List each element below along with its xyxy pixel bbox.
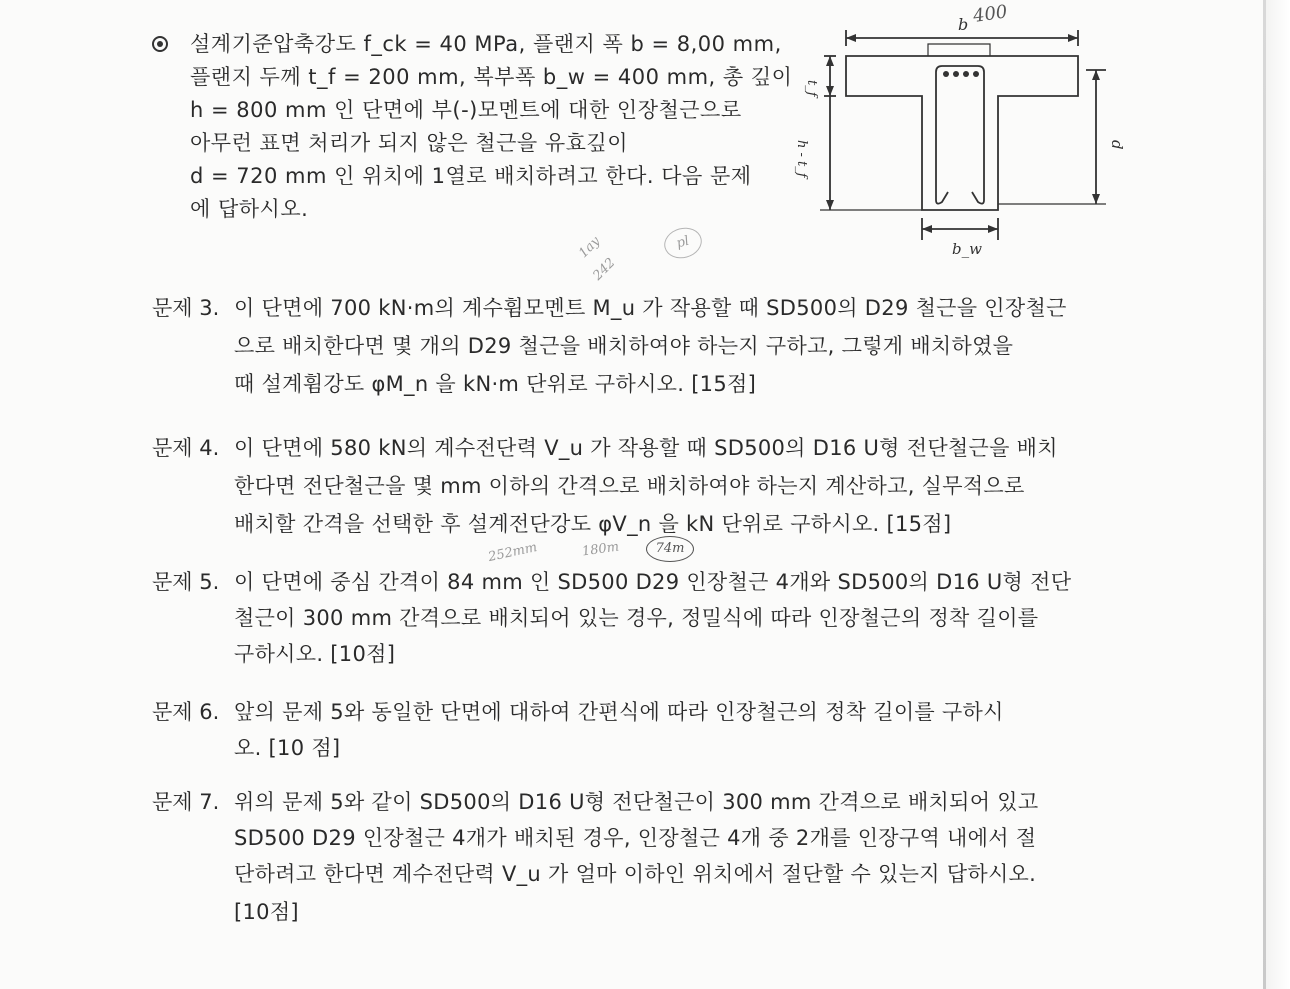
rebar-2 (953, 71, 959, 77)
problem-7-label: 문제 7. (152, 790, 220, 814)
label-b: b (958, 15, 969, 34)
problem-3-line-2: 으로 배치한다면 몇 개의 D29 철근을 배치하여야 하는지 구하고, 그렇게 배치하였을 (234, 334, 1014, 358)
intro-line-4: 아무런 표면 처리가 되지 않은 철근을 유효깊이 (190, 131, 628, 155)
problem-4-line-3: 배치할 간격을 선택한 후 설계전단강도 φV_n 을 kN 단위로 구하시오. [15점] (234, 512, 952, 536)
intro-line-3: h = 800 mm 인 단면에 부(-)모멘트에 대한 인장철근으로 (190, 98, 742, 122)
t-section-diagram (780, 0, 1126, 270)
rebar-3 (963, 71, 969, 77)
page-edge (1263, 0, 1266, 989)
problem-5-line-3: 구하시오. [10점] (234, 642, 396, 666)
handwritten-note-5: 180m (581, 539, 621, 560)
problem-6-line-1: 앞의 문제 5와 동일한 단면에 대하여 간편식에 따라 인장철근의 정착 길이를 구하시 (234, 700, 1004, 724)
intro-line-6: 에 답하시오. (190, 197, 309, 221)
problem-5-line-1: 이 단면에 중심 간격이 84 mm 인 SD500 D29 인장철근 4개와 SD500의 D16 U형 전단 (234, 570, 1072, 594)
t-section-outline (846, 56, 1078, 210)
handwritten-note-2: 242 (590, 255, 619, 284)
intro-line-2: 플랜지 두께 t_f = 200 mm, 복부폭 b_w = 400 mm, 총 깊이 (190, 65, 793, 89)
problem-3-label: 문제 3. (152, 296, 220, 320)
problem-6-label: 문제 6. (152, 700, 220, 724)
problem-7-line-1: 위의 문제 5와 같이 SD500의 D16 U형 전단철근이 300 mm 간격으로 배치되어 있고 (234, 790, 1039, 814)
problem-4-line-2: 한다면 전단철근을 몇 mm 이하의 간격으로 배치하여야 하는지 계산하고, 실무적으로 (234, 474, 1025, 498)
label-bw: b_w (952, 240, 982, 258)
problem-7-line-3: 단하려고 한다면 계수전단력 V_u 가 얼마 이하인 위치에서 절단할 수 있는지 답하시오. (234, 862, 1037, 886)
page-margin (1266, 0, 1290, 989)
problem-5-label: 문제 5. (152, 570, 220, 594)
handwritten-note-6: 74m (646, 536, 694, 562)
label-tf: t_f (804, 80, 819, 97)
problem-3-line-1: 이 단면에 700 kN·m의 계수휨모멘트 M_u 가 작용할 때 SD500의 D29 철근을 인장철근 (234, 296, 1067, 320)
stirrup (936, 66, 984, 200)
handwritten-note-3: pl (661, 224, 705, 263)
rebar-4 (973, 71, 979, 77)
label-d: d (1108, 140, 1126, 150)
problem-7-line-4: [10점] (234, 900, 299, 924)
problem-6-line-2: 오. [10 점] (234, 736, 341, 760)
handwritten-b-value: 400 (971, 1, 1009, 27)
handwritten-note-1: 1ay (576, 233, 604, 262)
problem-3-line-3: 때 설계휨강도 φM_n 을 kN·m 단위로 구하시오. [15점] (234, 372, 757, 396)
problem-4-line-1: 이 단면에 580 kN의 계수전단력 V_u 가 작용할 때 SD500의 D16 U형 전단철근을 배치 (234, 436, 1058, 460)
problem-5-line-2: 철근이 300 mm 간격으로 배치되어 있는 경우, 정밀식에 따라 인장철근의 정착 길이를 (234, 606, 1039, 630)
rebar-1 (943, 71, 949, 77)
problem-4-label: 문제 4. (152, 436, 220, 460)
intro-line-1: 설계기준압축강도 f_ck = 40 MPa, 플랜지 폭 b = 8,00 mm, (190, 32, 782, 56)
intro-line-5: d = 720 mm 인 위치에 1열로 배치하려고 한다. 다음 문제 (190, 164, 752, 188)
bullet-icon (152, 36, 168, 52)
problem-7-line-2: SD500 D29 인장철근 4개가 배치된 경우, 인장철근 4개 중 2개를 인장구역 내에서 절 (234, 826, 1037, 850)
label-h-minus-tf: h - t_f (794, 140, 809, 178)
handwritten-note-4: 252mm (486, 540, 539, 565)
